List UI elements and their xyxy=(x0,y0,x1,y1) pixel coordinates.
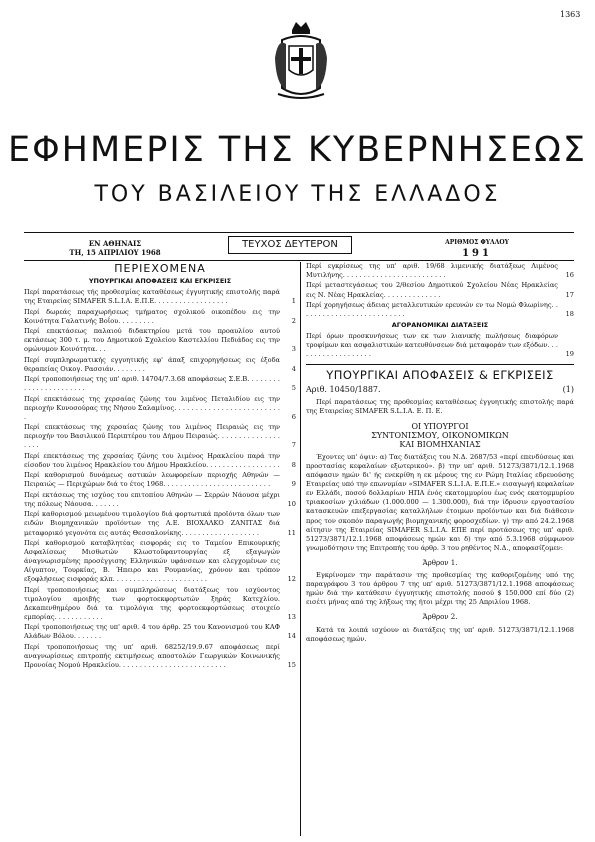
issue-series: ΤΕΥΧΟΣ ΔΕΥΤΕΡΟΝ xyxy=(228,236,352,254)
contents-entry-text: Περί χορηγήσεως άδειας μεταλλευτικών ερευνών εν τω Νομώ Φλωρίνης. . . . . . . . . . . . . . . . . . . . . . . . . . xyxy=(306,300,558,319)
sheet-number: 191 xyxy=(462,248,492,259)
contents-list-right xyxy=(306,262,574,319)
contents-entry-text: Περί τροποποιήσεως της υπ' αριθ. 14704/7.3.68 αποφάσεως Σ.Ε.Β. . . . . . . . . . . . . . . . . . . . . . . xyxy=(24,375,280,393)
ministers-line-2: ΣΥΝΤΟΝΙΣΜΟΥ, ΟΙΚΟΝΟΜΙΚΩΝ xyxy=(371,430,509,440)
contents-entry-text: Περί τροποποιήσεως της υπ' αριθ. 68252/19.9.67 αποφάσεως περί αναγνωρίσεως επιτροπής εκτιμήσεως αποστολών Γεωργικών Κοινωνικής Προνοίας Νομού Ηρακλείου. . . . . . . . . . . . . . . . . . . . . . . . . . xyxy=(24,642,280,669)
contents-entry-page: 6 xyxy=(291,412,296,421)
contents-entry-text: Περί τροποποιήσεως της υπ' αριθ. 4 του άρθρ. 25 του Κανονισμού του ΚΑΦ Αλάδων Βόλου. . . . . . . xyxy=(24,623,280,641)
sheet-number-block xyxy=(412,238,542,258)
issue-date: ΤΗ, 15 ΑΠΡΙΛΙΟΥ 1968 xyxy=(69,248,161,257)
contents-entry xyxy=(306,281,574,299)
gazette-title: ΕΦΗΜΕΡΙΣ ΤΗΣ ΚΥΒΕΡΝΗΣΕΩΣ xyxy=(7,130,588,170)
contents-entry-page: 14 xyxy=(287,632,296,641)
contents-entry xyxy=(24,510,296,537)
issue-date-block xyxy=(50,239,180,257)
contents-entry-page: 10 xyxy=(287,499,296,508)
contents-entry-page: 12 xyxy=(287,575,296,584)
contents-entry xyxy=(24,471,296,489)
gazette-subtitle: ΤΟΥ ΒΑΣΙΛΕΙΟΥ ΤΗΣ ΕΛΛΑΔΟΣ xyxy=(94,182,501,207)
contents-entry-text: Περί καθορισμού δυνάμεως αστικών λεωφορείων περιοχής Αθηνών — Πειραιώς — Περιχώρων διά το έτος 1968. . . . . . . . . . . . . . . . . . . . . . . . . . xyxy=(24,471,280,489)
article-2-text: Κατά τα λοιπά ισχύουν αι διατάξεις της υπ' αριθ. 51273/3871/12.1.1968 αποφάσεως ημών. xyxy=(306,625,574,643)
contents-entry xyxy=(306,332,574,359)
contents-entry xyxy=(24,395,296,422)
page-number: 1363 xyxy=(560,10,581,19)
contents-entry-page: 15 xyxy=(287,661,296,669)
contents-entry-text: Περί συμπληρωματικής εγγυητικής εφ' άπαξ επιχορηγήσεως εις έξοδα θεραπείας Οικογ. Ρασσιάν. . . . . . . . xyxy=(24,355,280,373)
ministers-line-3: ΚΑΙ ΒΙΟΜΗΧΑΝΙΑΣ xyxy=(399,439,481,449)
contents-entry xyxy=(24,288,296,306)
contents-entry-page: 13 xyxy=(287,612,296,621)
contents-entry-text: Περί εγκρίσεως της υπ' αριθ. 19/68 λιμενικής διατάξεως Λιμένος Μυτιλήνης. . . . . . . . . . . . . . . . . . . . . . . . . xyxy=(306,262,558,280)
contents-entry xyxy=(306,301,574,319)
contents-entry xyxy=(24,423,296,450)
contents-entry xyxy=(24,623,296,641)
contents-entry-page: 4 xyxy=(291,364,296,373)
contents-section-ministerial: ΥΠΟΥΡΓΙΚΑΙ ΑΠΟΦΑΣΕΙΣ ΚΑΙ ΕΓΚΡΙΣΕΙΣ xyxy=(88,277,232,286)
contents-entry xyxy=(24,539,296,584)
contents-entry xyxy=(24,308,296,326)
decision-preamble: Έχοντες υπ' όψιν: α) Τας διατάξεις του Ν.Δ. 2687/53 «περί επενδύσεως και προστασίας κεφαλαίων εξωτερικού». β) την υπ' αριθ. 51273/3871/12.1.1968 απόφασιν ημών δι' ής ενεκρίθη η εκ μέρους της εν Ρώμη Ιταλίας εδρευούσης Εταιρείας υπό την επωνυμίαν «SIMAFER S.L.I.A. Ε.Π.Ε.» εισαγωγή κεφαλαίων εν Ελλάδι, ποσού δολλαρίων ΗΠΑ ένός εκατομμυρίου έως ενός εκατομμυρίου τριακοσίων χιλιάδων (1.000.000 — 1.300.000), διά την ίδρυσιν εργοστασίου κατασκευών επεξεργασίας καταλλήλων έτοιμων προϊόντων και διά διάθεσιν προς τον σκοπόν παραγωγής βιομηχανικής φοροσχεδίων. γ) την από 24.2.1968 αίτησιν της Εταιρείας SIMAFER S.L.I.A. ΕΠΕ περί προτάσεως της υπ' αριθ. 51273/3871/12.1.1968 αποφάσεως ημών και δ) την από 5.3.1968 σύμφωνον γνωμοδότησιν της Επιτροπής του άρθρ. 3 του ρηθέντος Ν.Δ., αποφασίζομεν: xyxy=(306,452,574,552)
contents-entry-text: Περί επεκτάσεως της χερσαίας ζώνης του λιμένος Πειραιώς εις την περιοχήν του Βασιλικού Περιπτέρου του Δήμου Πειραιώς. . . . . . . . . . . . . . . . . . . xyxy=(24,423,280,450)
contents-entry-page: 19 xyxy=(565,350,574,359)
contents-entry-text: Περί επεκτάσεως της χερσαίας ζώνης του λιμένος Ηρακλείου παρά την είσοδον του λιμένος Ηρακλείου του Δήμου Ηρακλείου. . . . . . . . . . . . . . . . . . xyxy=(24,451,280,469)
contents-entry-page: 7 xyxy=(291,441,296,450)
contents-entry-text: Περί καθορισμού καταβλητέας εισφοράς εις το Ταμείον Επικουρικής Ασφαλίσεως Μισθωτών Κλωστοϋφαντουργίας εξ εξαγωγών άναγνωρισμένης προσέγγισης Ελληνικών υφάνσεων και ελεγχομένων εις Αίγυπτον, Τουρκίας, Β. Ήπειρο και Ρουμανίας, χρόνον και τρόπον εξοφλήσεως εισφοράς κλπ. . . . . . . . . . . . . . . . . . . . . . . xyxy=(24,538,280,584)
contents-entry xyxy=(24,586,296,622)
contents-entry xyxy=(24,491,296,509)
contents-heading: ΠΕΡΙΕΧΟΜΕΝΑ xyxy=(114,262,206,275)
article-1-title: Άρθρον 1. xyxy=(422,558,458,567)
contents-entry xyxy=(24,327,296,354)
contents-section-market: ΑΓΟΡΑΝΟΜΙΚΑΙ ΔΙΑΤΑΞΕΙΣ xyxy=(391,321,489,330)
section-divider xyxy=(306,364,574,365)
contents-entry-page: 1 xyxy=(291,297,296,306)
contents-list-left xyxy=(24,288,296,670)
contents-entry-page: 18 xyxy=(565,310,574,319)
contents-entry-page: 17 xyxy=(565,290,574,299)
contents-entry xyxy=(24,356,296,374)
contents-entry-page: 8 xyxy=(291,460,296,469)
masthead-top-rule xyxy=(24,232,574,233)
contents-entry-page: 9 xyxy=(291,480,296,489)
contents-entry-page: 3 xyxy=(291,345,296,354)
contents-entry-page: 16 xyxy=(565,271,574,280)
right-column xyxy=(306,262,574,647)
decision-index: (1) xyxy=(562,384,574,394)
article-2-title: Άρθρον 2. xyxy=(422,613,458,622)
contents-entry-text: Περί μεταστεγάσεως του 2/θεσίου Δημοτικού Σχολείου Νέας Ηρακλείας εις Ν. Νέας Ηρακλείας. . . . . . . . . . . . . . xyxy=(306,281,558,299)
decision-header xyxy=(306,385,574,394)
contents-entry xyxy=(306,262,574,280)
contents-entry-page: 11 xyxy=(287,528,296,537)
contents-entry-text: Περί δωρεάς παραχωρήσεως τμήματος σχολικού οικοπέδου εις την Κοινότητα Γαλατινής Βοΐου. . . . . . . . . xyxy=(24,307,280,325)
decision-subject: Περί παρατάσεως της προθεσμίας καταθέσεως έγγυητικής επιστολής παρά της Εταιρείας SIMAFER S.L.I.A. Ε. Π. Ε. xyxy=(306,397,574,415)
contents-list-right-2 xyxy=(306,332,574,359)
contents-entry-text: Περί τροποποιήσεως και συμπληρώσεως διατάξεως του ισχύοντος τιμολογίου αμοιβής των φορτοεκφορτωτών ξηράς Κατεχλίου. Δεκαπενθημέρου διά τα τιμολόγια της φορτοεκφορτώσεως στοιχείο εμπορίας. . . . . . . . . . . . xyxy=(24,585,280,621)
contents-entry-text: Περί καθορισμού μειωμένου τιμολογίου διά φορτωτικά προϊόντα όλων των ειδών Βιομηχανικών προϊόντων της Α.Ε. ΒΙΟΧΑΛΚΟ ΖΑΝΙΤΑΣ διά μεταφορικό γεγονότα εις αυτάς Θεσσαλονίκης. . . . . . . . . . . . . . . . . . . xyxy=(24,510,280,537)
contents-left-column xyxy=(24,264,296,671)
column-divider xyxy=(300,262,301,836)
royal-coat-of-arms-icon xyxy=(272,18,330,102)
contents-entry xyxy=(24,452,296,470)
issue-place: ΕΝ ΑΘΗΝΑΙΣ xyxy=(88,239,142,248)
contents-entry xyxy=(24,643,296,670)
contents-entry-text: Περί παρατάσεως τής προθεσμίας καταθέσεως έγγυητικής επιστολής παρά της Εταιρείας SIMAFER S.L.I.A. Ε.Π.Ε. . . . . . . . . . . . . . . . . . xyxy=(24,288,280,306)
masthead-bottom-rule xyxy=(24,260,574,261)
main-section-title: ΥΠΟΥΡΓΙΚΑΙ ΑΠΟΦΑΣΕΙΣ & ΕΓΚΡΙΣΕΙΣ xyxy=(326,367,554,382)
sheet-number-label: ΑΡΙΘΜΟΣ ΦΥΛΛΟΥ xyxy=(445,239,509,246)
contents-entry-text: Περί όρων προσκυνήσεως των εκ των λιανικής πωλήσεως διαφόρων τροφίμων και ασφαλιστικών κατευθύνσεων διά μεταφοράν των εξόδων. . . . . . . . . . . . . . . . . . . xyxy=(306,332,558,359)
article-1-text: Εγκρίνομεν την παράτασιν της προθεσμίας της καθοριζομένης υπό της παραγράφου 3 του άρθρου 7 της υπ' αριθ. 51273/3871/12.1.1968 αποφάσεως ημών διά την κατάθεσιν έγγυητικής επιστολής ποσού $ 150.000 επί δύο (2) εισέτι μήνας από της λήξεως της ήτοι μέχρι της 25 Απριλίου 1968. xyxy=(306,571,574,607)
contents-entry xyxy=(24,375,296,393)
contents-entry-text: Περί επεκτάσεως παλαιού διδακτηρίου μετά του προαυλίου αυτού εκτάσεως 300 τ. μ. του Δημοτικού Σχολείου Καστελλίου Πεδιάδος εις την ομώνυμον Κοινότητα. . . xyxy=(24,327,280,354)
contents-entry-page: 2 xyxy=(291,316,296,325)
ministers-line-1: ΟΙ ΥΠΟΥΡΓΟΙ xyxy=(411,421,469,431)
contents-entry-page: 5 xyxy=(291,384,296,393)
decision-number: Αριθ. 10450/1887. xyxy=(306,384,381,394)
ministers-heading xyxy=(306,422,574,449)
contents-entry-text: Περί εκτάσεως της ισχύος του επιτοπίου Αθηνών — Σερρών Νάουσα μέχρι της πόλεως Νάουσα. . . . . . . xyxy=(24,490,280,508)
contents-entry-text: Περί επεκτάσεως της χερσαίας ζώνης του λιμένος Πεταλιδίου εις την περιοχήν Κυνοσούρας της Νήσου Σαλαμίνος. . . . . . . . . . . . . . . . . . . . . . . . . . xyxy=(24,394,280,421)
